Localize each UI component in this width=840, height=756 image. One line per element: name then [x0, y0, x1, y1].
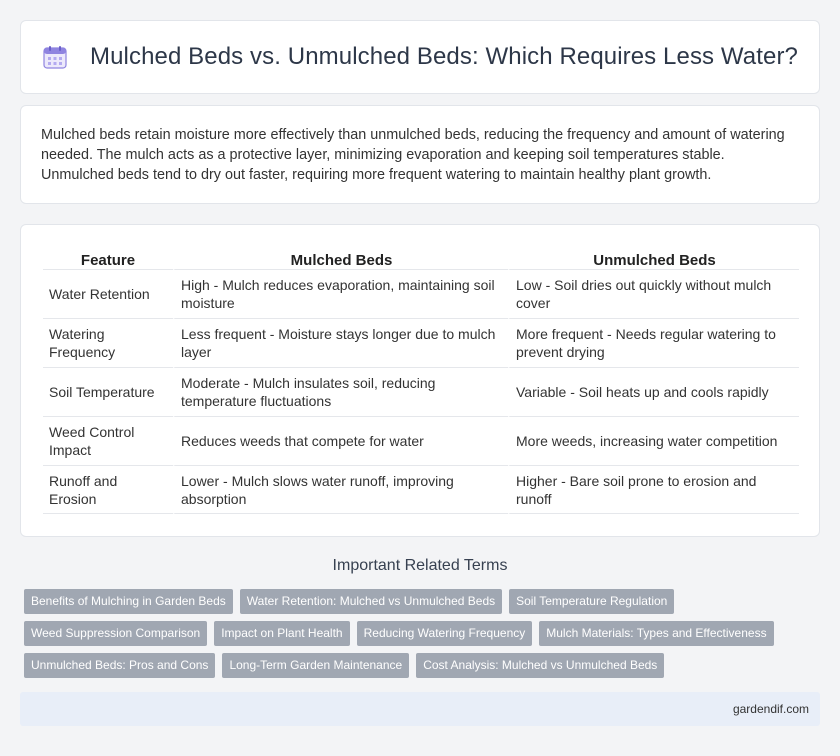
table-header-row: [43, 247, 799, 269]
tag-row: [24, 653, 824, 678]
related-term-tag[interactable]: Water Retention: Mulched vs Unmulched Beds: [240, 589, 502, 614]
column-header-feature: Feature: [80, 252, 136, 269]
related-terms-list: [24, 589, 824, 685]
table-cell-feature: Water Retention: [43, 269, 173, 318]
table-cell-mulched: Lower - Mulch slows water runoff, improving absorption: [173, 465, 508, 514]
table-row: [43, 416, 799, 465]
tag-row: [24, 589, 824, 614]
intro-text: Mulched beds retain moisture more effectively than unmulched beds, reducing the frequency and amount of watering needed. The mulch acts as a protective layer, minimizing evaporation and keeping soil temperatures stable. Unmulched beds tend to dry out faster, requiring more frequent watering to maintain healthy plant growth.: [41, 127, 785, 183]
column-header-mulched: Mulched Beds: [173, 247, 508, 269]
table-cell-unmulched: Higher - Bare soil prone to erosion and runoff: [508, 465, 799, 514]
tag-row: [24, 621, 824, 646]
related-term-tag[interactable]: Unmulched Beds: Pros and Cons: [24, 653, 215, 678]
table-cell-unmulched: Low - Soil dries out quickly without mulch cover: [508, 269, 799, 318]
table-row: [43, 367, 799, 416]
comparison-table-card: [20, 224, 820, 537]
table-cell-mulched: Reduces weeds that compete for water: [173, 416, 508, 465]
table-cell-unmulched: Variable - Soil heats up and cools rapidly: [508, 367, 799, 416]
related-term-tag[interactable]: Weed Suppression Comparison: [24, 621, 207, 646]
footer-site-link[interactable]: gardendif.com: [732, 702, 809, 716]
column-header-unmulched: Unmulched Beds: [508, 247, 799, 269]
page-title: Mulched Beds vs. Unmulched Beds: Which Requires Less Water?: [90, 43, 798, 70]
table-cell-unmulched: More weeds, increasing water competition: [508, 416, 799, 465]
table-cell-feature: Weed Control Impact: [43, 416, 173, 465]
related-term-tag[interactable]: Benefits of Mulching in Garden Beds: [24, 589, 233, 614]
related-term-tag[interactable]: Cost Analysis: Mulched vs Unmulched Beds: [416, 653, 664, 678]
related-term-tag[interactable]: Reducing Watering Frequency: [357, 621, 533, 646]
table-row: [43, 269, 799, 318]
comparison-table: [43, 247, 799, 514]
table-row: [43, 465, 799, 514]
related-term-tag[interactable]: Soil Temperature Regulation: [509, 589, 674, 614]
related-terms-title: Important Related Terms: [332, 557, 508, 574]
header-card: [20, 20, 820, 94]
related-term-tag[interactable]: Long-Term Garden Maintenance: [222, 653, 409, 678]
table-cell-mulched: Less frequent - Moisture stays longer due to mulch layer: [173, 318, 508, 367]
calendar-icon: [42, 44, 68, 70]
related-term-tag[interactable]: Impact on Plant Health: [214, 621, 349, 646]
table-cell-unmulched: More frequent - Needs regular watering to prevent drying: [508, 318, 799, 367]
table-cell-feature: Soil Temperature: [43, 367, 173, 416]
table-cell-feature: Watering Frequency: [43, 318, 173, 367]
table-cell-feature: Runoff and Erosion: [43, 465, 173, 514]
table-row: [43, 318, 799, 367]
related-term-tag[interactable]: Mulch Materials: Types and Effectiveness: [539, 621, 773, 646]
footer: [20, 692, 820, 726]
intro-card: [20, 105, 820, 204]
table-cell-mulched: High - Mulch reduces evaporation, maintaining soil moisture: [173, 269, 508, 318]
table-cell-mulched: Moderate - Mulch insulates soil, reducing temperature fluctuations: [173, 367, 508, 416]
